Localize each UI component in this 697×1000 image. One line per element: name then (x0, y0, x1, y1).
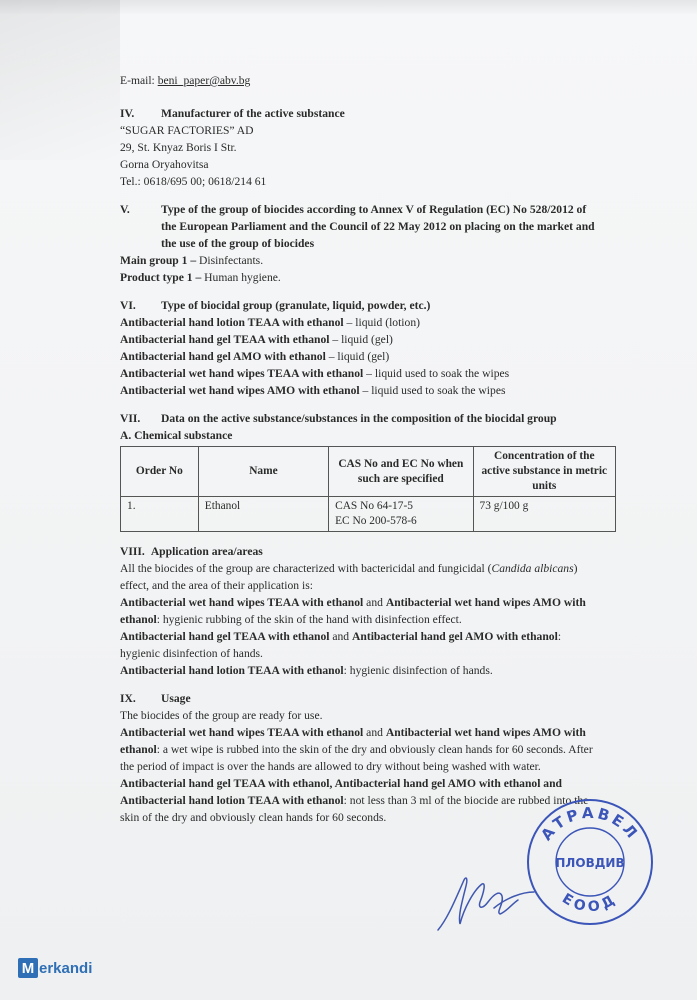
biocide-item-form: – liquid (lotion) (343, 316, 420, 329)
biocide-item-form: – liquid used to soak the wipes (359, 384, 506, 397)
wipes-amo: Antibacterial wet hand wipes AMO with ethanol (120, 596, 586, 626)
biocide-item-name: Antibacterial hand gel TEAA with ethanol (120, 333, 330, 346)
manufacturer-city: Gorna Oryahovitsa (120, 158, 209, 171)
header-cas-ec: CAS No and EC No when such are specified (329, 447, 473, 497)
section-ix-title: Usage (161, 692, 191, 705)
header-concentration: Concentration of the active substance in metric units (473, 447, 615, 497)
document-body (120, 72, 608, 826)
intro-text: All the biocides of the group are characterized with bactericidal and fungicidal ( (120, 562, 492, 575)
gel-lotion-products: Antibacterial hand gel TEAA with ethanol, Antibacterial hand gel AMO with ethanol and Antibacterial hand lotion TEAA with ethanol (120, 777, 563, 807)
main-group-value: Disinfectants. (196, 254, 264, 267)
section-vi-title: Type of biocidal group (granulate, liquid, powder, etc.) (161, 299, 431, 312)
cell-cas-ec (329, 497, 473, 532)
product-type-label: Product type 1 – (120, 271, 202, 284)
intro-text-end: ) effect, and the area of their application is: (120, 562, 578, 592)
company-stamp (524, 796, 656, 928)
section-iv (120, 105, 598, 190)
table-header-row (121, 447, 616, 497)
lotion-teaa: Antibacterial hand lotion TEAA with ethanol (120, 664, 344, 677)
page-shadow (0, 0, 120, 160)
biocide-item-form: – liquid used to soak the wipes (363, 367, 510, 380)
section-v-heading (120, 201, 598, 252)
signature (430, 868, 540, 938)
biocide-item-name: Antibacterial hand lotion TEAA with ethanol (120, 316, 344, 329)
gel-teaa: Antibacterial hand gel TEAA with ethanol (120, 630, 330, 643)
cell-concentration: 73 g/100 g (473, 497, 615, 532)
merkandi-logo-icon: M (18, 958, 38, 978)
section-vii (120, 410, 608, 532)
manufacturer-street: 29, St. Knyaz Boris I Str. (120, 141, 237, 154)
section-viii-number: VIII. (120, 545, 145, 558)
section-viii (120, 543, 598, 679)
header-name: Name (198, 447, 328, 497)
application-gel (120, 628, 598, 662)
biocide-item-form: – liquid (gel) (325, 350, 390, 363)
merkandi-logo-text: erkandi (39, 959, 93, 977)
email-address: beni_paper@abv.bg (157, 74, 251, 87)
main-group-line (120, 252, 598, 269)
usage-wipes (120, 724, 598, 775)
gel-application: : hygienic disinfection of hands. (120, 630, 562, 660)
merkandi-watermark (18, 957, 92, 979)
main-group-label: Main group 1 – (120, 254, 197, 267)
section-ix-number: IX. (120, 692, 136, 705)
section-iv-number: IV. (120, 107, 135, 120)
biocide-item-name: Antibacterial wet hand wipes AMO with ethanol (120, 384, 360, 397)
wipes-application: : hygienic rubbing of the skin of the hand with disinfection effect. (156, 613, 462, 626)
section-v (120, 201, 598, 286)
stamp-bottom-text: ЕООД (559, 890, 621, 916)
biocide-item-form: – liquid (gel) (329, 333, 393, 346)
manufacturer-phone: Tel.: 0618/695 00; 0618/214 61 (120, 175, 267, 188)
chemical-substance-heading: A. Chemical substance (120, 429, 233, 442)
biocide-item (120, 348, 598, 365)
header-order-no: Order No (121, 447, 199, 497)
application-lotion (120, 662, 598, 679)
lotion-application: : hygienic disinfection of hands. (343, 664, 493, 677)
section-vi (120, 297, 598, 399)
stamp-top-text: АТРАВЕЛ (537, 803, 643, 844)
product-type-value: Human hygiene. (201, 271, 281, 284)
stamp-center-text: ПЛОВДИВ (555, 856, 625, 870)
biocide-item (120, 314, 598, 331)
and-text: and (363, 596, 386, 609)
section-v-title: Type of the group of biocides according to Annex V of Regulation (EC) No 528/2012 of the European Parliament and the Council of 22 May 2012 on placing on the market and the use of the group of biocides (161, 203, 595, 250)
chemical-substance-table (120, 446, 616, 532)
product-type-line (120, 269, 598, 286)
section-viii-title: Application area/areas (150, 545, 263, 558)
section-ix-heading (120, 690, 598, 707)
section-vii-heading (120, 410, 598, 427)
usage-intro: The biocides of the group are ready for use. (120, 709, 323, 722)
gel-lotion-usage: : not less than 3 ml of the biocide are rubbed into the skin of the dry and obviously clean hands for 60 seconds. (120, 794, 589, 824)
and-text: and (363, 726, 386, 739)
section-vii-number: VII. (120, 412, 141, 425)
manufacturer-name: “SUGAR FACTORIES” AD (120, 124, 254, 137)
table-row (121, 497, 616, 532)
biocide-item (120, 382, 598, 399)
biocide-item (120, 331, 598, 348)
section-vi-heading (120, 297, 598, 314)
gel-amo: Antibacterial hand gel AMO with ethanol (352, 630, 558, 643)
wipes-teaa: Antibacterial wet hand wipes TEAA with ethanol (120, 726, 364, 739)
biocide-item-name: Antibacterial wet hand wipes TEAA with ethanol (120, 367, 364, 380)
application-wipes (120, 594, 598, 628)
and-text: and (329, 630, 353, 643)
wipes-usage: : a wet wipe is rubbed into the skin of the dry and obviously clean hands for 60 seconds. After the period of impact is over the hands are allowed to dry without being washed with water. (120, 743, 593, 773)
section-vii-title: Data on the active substance/substances in the composition of the biocidal group (161, 412, 557, 425)
biocide-item-name: Antibacterial hand gel AMO with ethanol (120, 350, 326, 363)
section-viii-heading (120, 543, 598, 560)
wipes-teaa: Antibacterial wet hand wipes TEAA with ethanol (120, 596, 364, 609)
wipes-amo: Antibacterial wet hand wipes AMO with ethanol (120, 726, 586, 756)
section-iv-title: Manufacturer of the active substance (161, 107, 345, 120)
biocide-item (120, 365, 598, 382)
cell-order-no: 1. (121, 497, 199, 532)
section-iv-heading (120, 105, 598, 122)
intro-italic: Candida albicans (491, 562, 574, 575)
email-label: E-mail: (120, 74, 155, 87)
cas-number: CAS No 64-17-5 (335, 500, 413, 512)
ec-number: EC No 200-578-6 (335, 515, 417, 527)
cell-name: Ethanol (198, 497, 328, 532)
section-v-number: V. (120, 203, 130, 216)
application-intro (120, 560, 598, 594)
section-vi-number: VI. (120, 299, 136, 312)
email-line (120, 72, 598, 89)
